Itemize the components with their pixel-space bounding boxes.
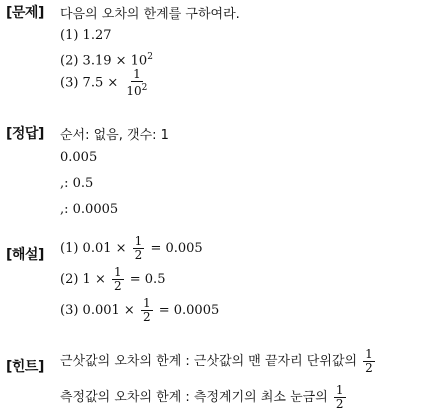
hint-line-2-fraction [334,384,346,411]
fraction-numerator: 1 [134,234,143,248]
explanation-line-3 [60,297,219,324]
answer-line-1: 0.005 [60,150,98,165]
explanation-line-3-fraction [141,297,153,324]
hint-label: [힌트] [6,359,44,375]
explanation-line-3-result: = 0.0005 [158,303,220,318]
answer-line-2: ,: 0.5 [60,176,94,191]
explanation-line-1-prefix: (1) 0.01 × [60,241,127,256]
answer-header: 순서: 없음, 갯수: 1 [60,128,169,143]
fraction-numerator: 1 [365,347,373,361]
fraction-numerator: 1 [133,67,141,81]
fraction-denominator: 2 [365,361,373,375]
fraction-denominator [124,82,149,98]
explanation-line-1-fraction [133,235,145,262]
fraction-numerator: 1 [142,296,151,310]
problem-item-2 [60,52,153,68]
fraction-numerator: 1 [113,265,122,279]
denominator-exponent: 2 [141,83,148,93]
answer-line-3: ,: 0.0005 [60,202,119,217]
fraction-denominator: 2 [142,310,151,324]
hint-line-2 [60,384,348,411]
hint-line-1-fraction [363,348,375,375]
problem-label: [문제] [6,5,44,21]
explanation-line-2-result: = 0.5 [129,272,166,287]
explanation-line-1 [60,235,203,262]
hint-line-2-text: 측정값의 오차의 한계 : 측정계기의 최소 눈금의 [60,390,328,405]
fraction-denominator: 2 [335,397,344,411]
problem-instruction: 다음의 오차의 한계를 구하여라. [60,7,240,22]
explanation-line-2 [60,266,165,293]
problem-item-1: (1) 1.27 [60,28,112,43]
problem-item-3-fraction [124,68,149,98]
hint-line-1 [60,348,377,375]
explanation-line-1-result: = 0.005 [150,241,203,256]
fraction-numerator: 1 [335,383,344,397]
fraction-denominator: 2 [113,279,122,293]
fraction-denominator: 2 [134,248,143,262]
hint-line-1-text: 근삿값의 오차의 한계 : 근삿값의 맨 끝자리 단위값의 [60,354,358,369]
problem-item-3-text: (3) 7.5 × [60,75,119,91]
explanation-line-2-fraction [112,266,124,293]
problem-item-2-text: (2) 3.19 × 10 [60,53,148,69]
problem-item-3 [60,68,151,98]
explanation-line-3-prefix: (3) 0.001 × [60,303,135,318]
answer-label: [정답] [6,126,44,142]
denominator-base: 10 [126,84,142,98]
explanation-line-2-prefix: (2) 1 × [60,272,106,287]
explanation-label: [해설] [6,247,44,263]
problem-item-2-exponent: 2 [147,52,153,62]
